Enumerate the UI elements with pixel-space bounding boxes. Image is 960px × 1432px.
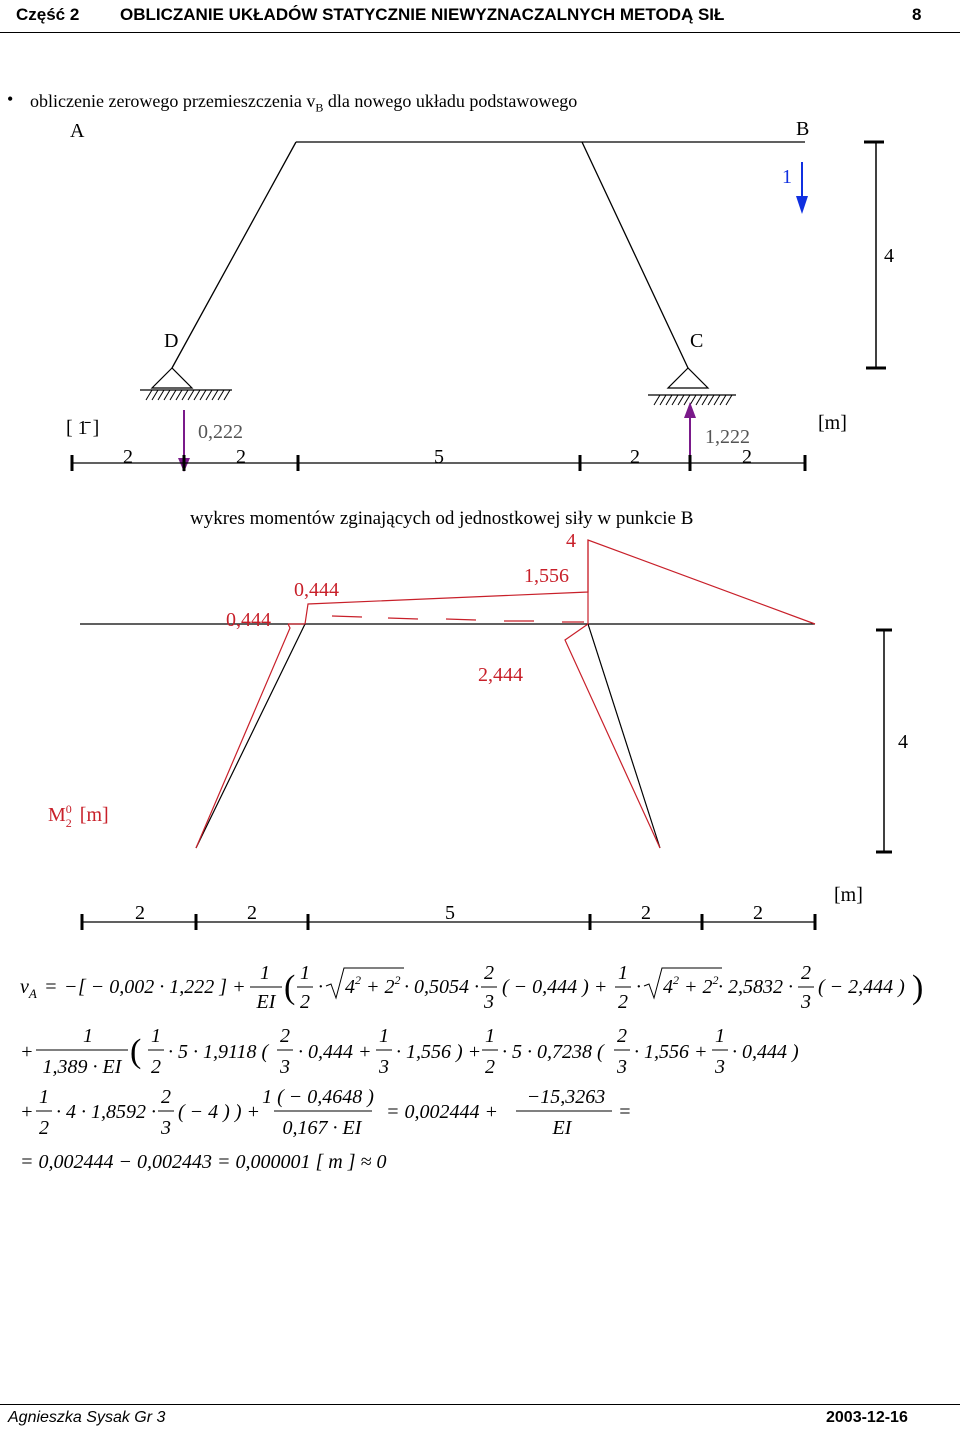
equation-line-1 — [20, 962, 923, 1013]
header-page-number: 8 — [912, 5, 922, 24]
svg-text:1: 1 — [715, 1025, 725, 1047]
moment-span-label-3: 5 — [445, 902, 455, 924]
moment-height-dimension — [876, 630, 892, 852]
moment-value-0444-top: 0,444 — [294, 579, 339, 601]
svg-text:2: 2 — [39, 1117, 49, 1139]
moment-diagram — [0, 500, 960, 940]
svg-text:( − 4 ) ) +: ( − 4 ) ) + — [178, 1101, 260, 1123]
bullet-dot: • — [7, 89, 14, 109]
svg-text:1: 1 — [151, 1025, 161, 1047]
svg-text:2: 2 — [484, 962, 494, 984]
svg-text:2: 2 — [151, 1056, 161, 1078]
svg-text:1: 1 — [260, 962, 270, 984]
svg-text:=: = — [44, 976, 58, 998]
unit-force-label: 1 — [782, 166, 792, 188]
frame-diagram — [0, 110, 960, 490]
reaction-c-label: 1,222 — [705, 426, 750, 448]
svg-text:1: 1 — [83, 1025, 93, 1047]
svg-text:( − 2,444 ): ( − 2,444 ) — [818, 976, 905, 998]
moment-value-1556: 1,556 — [524, 565, 569, 587]
svg-text:0,167 · EI: 0,167 · EI — [282, 1117, 362, 1139]
svg-text:1: 1 — [485, 1025, 495, 1047]
span-label-3: 5 — [434, 446, 444, 468]
equation-block — [0, 940, 960, 1180]
node-label-b: B — [796, 118, 810, 140]
moment-caption: wykres momentów zginających od jednostkowej siły w punkcie B — [190, 508, 694, 529]
moment-height-label: 4 — [898, 731, 908, 753]
frame-column-left — [172, 142, 296, 368]
svg-text:+: + — [20, 1101, 34, 1123]
svg-text:1: 1 — [379, 1025, 389, 1047]
node-label-a: A — [70, 120, 85, 142]
footer-date: 2003-12-16 — [826, 1409, 908, 1426]
footer-author: Agnieszka Sysak Gr 3 — [8, 1409, 166, 1426]
svg-text:42 + 22: $4^2 + 2^2$ — [663, 973, 719, 998]
unit-force-arrow — [796, 162, 808, 214]
svg-text:· 5 · 1,9118 (: · 5 · 1,9118 ( — [168, 1041, 269, 1063]
svg-text:EI: EI — [552, 1117, 572, 1139]
svg-text:2: 2 — [801, 962, 811, 984]
svg-text:(: ( — [130, 1033, 142, 1070]
svg-text:·: · — [636, 976, 641, 998]
svg-text:42 + 22: $4^2 + 2^2$ — [345, 973, 401, 998]
bracket-label: [ 1̄ ] — [66, 417, 100, 439]
equation-line-2 — [20, 1025, 799, 1078]
svg-text:· 5 · 0,7238 (: · 5 · 0,7238 ( — [502, 1041, 604, 1063]
svg-text:· 2,5832 ·: · 2,5832 · — [718, 976, 793, 998]
svg-text:1,389 · EI: 1,389 · EI — [42, 1056, 122, 1078]
span-label-1: 2 — [123, 446, 133, 468]
moment-span-label-1: 2 — [135, 902, 145, 924]
bullet-suffix: dla nowego układu podstawowego — [323, 91, 578, 111]
svg-text:· 4 · 1,8592 ·: · 4 · 1,8592 · — [56, 1101, 156, 1123]
moment-dashed-line — [332, 616, 584, 622]
reaction-d-label: 0,222 — [198, 421, 243, 443]
svg-text:= 0,002444 +: = 0,002444 + — [386, 1101, 498, 1123]
moment-column-right — [588, 624, 660, 848]
span-label-5: 2 — [742, 446, 752, 468]
svg-text:( − 0,444 ) +: ( − 0,444 ) + — [502, 976, 608, 998]
svg-text:· 0,444 +: · 0,444 + — [298, 1041, 372, 1063]
svg-text:2: 2 — [618, 991, 628, 1013]
svg-text:vA: $v_A$ — [20, 976, 37, 1001]
svg-text:· 1,556 ) +: · 1,556 ) + — [396, 1041, 482, 1063]
equation-line-3 — [20, 1086, 632, 1139]
moment-label: $M_20$ [m] — [48, 802, 109, 830]
svg-text:2: 2 — [485, 1056, 495, 1078]
support-pin-c — [648, 368, 736, 405]
svg-text:2: 2 — [280, 1025, 290, 1047]
svg-text:· 1,556 +: · 1,556 + — [634, 1041, 708, 1063]
svg-text:2: 2 — [161, 1086, 171, 1108]
svg-text:3: 3 — [715, 1056, 725, 1078]
svg-text:3: 3 — [617, 1056, 627, 1078]
moment-value-4: 4 — [566, 530, 576, 552]
header-title: OBLICZANIE UKŁADÓW STATYCZNIE NIEWYZNACZALNYCH METODĄ SIŁ — [120, 5, 725, 24]
svg-text:−: − — [64, 976, 78, 998]
svg-text:=: = — [618, 1101, 632, 1123]
svg-text:): ) — [912, 969, 924, 1006]
svg-text:1 ( − 0,4648 ): 1 ( − 0,4648 ) — [262, 1086, 374, 1108]
height-dimension — [864, 142, 886, 368]
moment-value-0444-left: 0,444 — [226, 609, 271, 631]
moment-unit-label: [m] — [834, 884, 863, 906]
svg-text:EI: EI — [256, 991, 276, 1013]
equation-line-4: = 0,002444 − 0,002443 = 0,000001 [ m ] ≈ 0 — [20, 1151, 387, 1173]
bullet-prefix: obliczenie zerowego przemieszczenia v — [30, 91, 316, 111]
height-label: 4 — [884, 245, 894, 267]
frame-column-right — [582, 142, 688, 368]
svg-text:3: 3 — [161, 1117, 171, 1139]
moment-span-label-2: 2 — [247, 902, 257, 924]
svg-text:3: 3 — [379, 1056, 389, 1078]
span-label-4: 2 — [630, 446, 640, 468]
unit-label: [m] — [818, 412, 847, 434]
svg-text:3: 3 — [801, 991, 811, 1013]
moment-diagram-red — [196, 540, 815, 848]
svg-text:· 0,5054 ·: · 0,5054 · — [404, 976, 479, 998]
svg-text:·: · — [318, 976, 323, 998]
svg-text:1: 1 — [618, 962, 628, 984]
svg-text:1: 1 — [39, 1086, 49, 1108]
svg-text:3: 3 — [484, 991, 494, 1013]
svg-text:2: 2 — [617, 1025, 627, 1047]
svg-text:2: 2 — [300, 991, 310, 1013]
page-header — [0, 0, 960, 30]
svg-text:(: ( — [284, 969, 296, 1006]
svg-text:+: + — [20, 1041, 34, 1063]
header-part: Część 2 — [16, 5, 80, 24]
support-pin-d — [140, 368, 232, 400]
svg-text:[ − 0,002 · 1,222 ] +: [ − 0,002 · 1,222 ] + — [78, 976, 246, 998]
svg-text:−15,3263: −15,3263 — [526, 1086, 606, 1108]
bullet-subscript: B — [315, 100, 324, 115]
svg-text:1: 1 — [300, 962, 310, 984]
moment-span-label-5: 2 — [753, 902, 763, 924]
moment-span-label-4: 2 — [641, 902, 651, 924]
node-label-d: D — [164, 330, 179, 352]
span-label-2: 2 — [236, 446, 246, 468]
footer-rule — [0, 1404, 960, 1405]
header-rule — [0, 32, 960, 33]
node-label-c: C — [690, 330, 704, 352]
moment-value-2444: 2,444 — [478, 664, 523, 686]
svg-text:3: 3 — [280, 1056, 290, 1078]
svg-text:· 0,444 ): · 0,444 ) — [732, 1041, 799, 1063]
moment-column-left — [196, 624, 305, 848]
